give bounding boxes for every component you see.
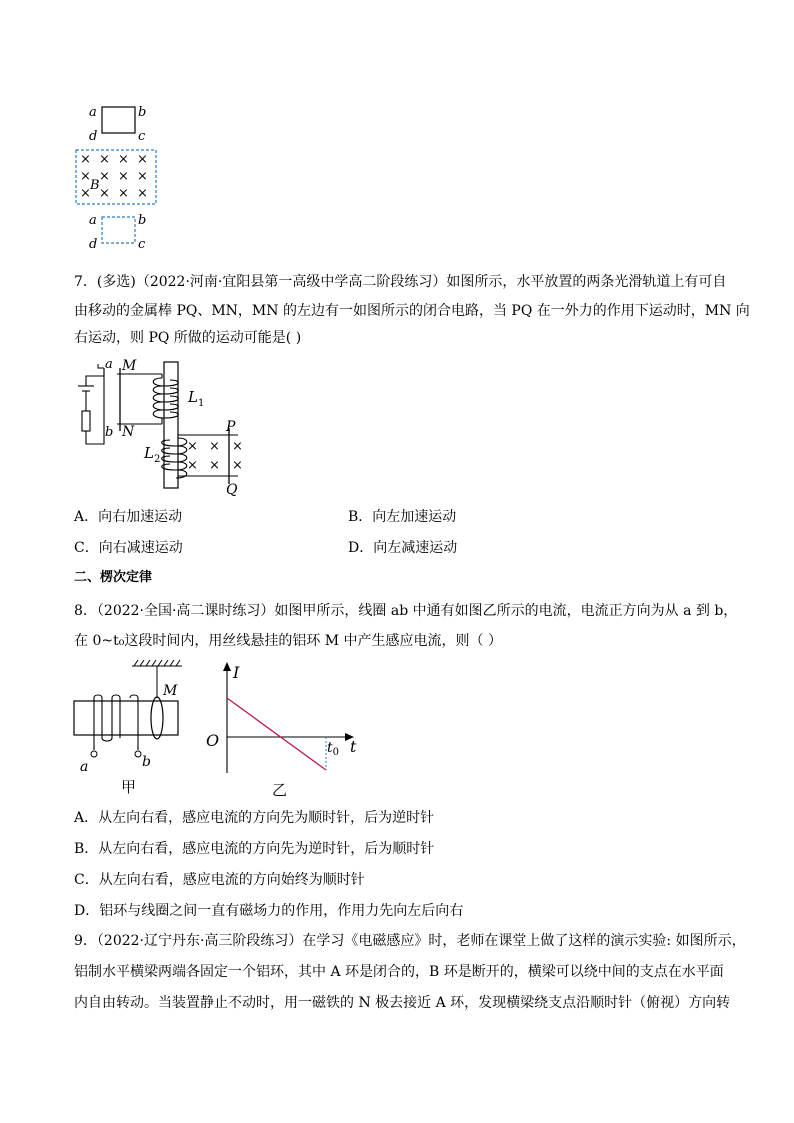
cross: × — [118, 169, 129, 184]
q8-figure-yi — [200, 658, 370, 803]
q7-line-1: 7．(多选)（2022·河南·宜阳县第一高级中学高二阶段练习）如图所示，水平放置的两条光滑轨道上有可自 — [74, 274, 727, 290]
lower-rails — [178, 428, 238, 484]
q8-line-1: 8．（2022·全国·高二课时练习）如图甲所示，线圈 ab 中通有如图乙所示的电流，电流正方向为从 a 到 b， — [74, 603, 738, 619]
loop-bottom-label-b: b — [138, 213, 147, 228]
q8-figure-yi-svg — [200, 658, 370, 803]
field-label-B: B — [90, 178, 100, 193]
label-N: N — [122, 424, 135, 440]
label-b: b — [105, 425, 114, 440]
ring-M — [151, 697, 163, 739]
label-a: a — [105, 357, 113, 372]
cross: × — [99, 169, 110, 184]
q9-line-2: 铝制水平横梁两端各固定一个铝环，其中 A 环是闭合的，B 环是断开的，横梁可以绕中间的支点在水平面 — [74, 964, 724, 980]
caption-jia: 甲 — [121, 778, 137, 796]
ceiling — [132, 660, 182, 666]
cross: × — [187, 458, 198, 473]
q8-option-d: D．铝环与线圈之间一直有磁场力的作用，作用力先向左后向右 — [74, 903, 464, 919]
label-Q: Q — [226, 482, 238, 498]
q6-figure-svg — [70, 100, 170, 255]
cross: × — [80, 186, 91, 201]
left-circuit — [78, 368, 104, 444]
field-crosses — [80, 152, 148, 201]
upper-rails — [117, 368, 162, 431]
cross: × — [137, 169, 148, 184]
cross: × — [80, 152, 91, 167]
current-line — [227, 698, 326, 770]
loop-top-label-b: b — [138, 105, 147, 120]
q7-option-d: D．向左减速运动 — [348, 540, 458, 556]
cross: × — [232, 439, 243, 454]
section-heading: 二、楞次定律 — [74, 570, 153, 585]
q7-figure-svg — [70, 356, 250, 496]
cross: × — [137, 152, 148, 167]
coil-L1 — [153, 374, 178, 424]
terminal-a — [91, 751, 97, 757]
label-L1: $L_1$ — [188, 388, 205, 409]
tick-label-t0: $t_0$ — [327, 740, 340, 758]
label-P: P — [226, 419, 236, 435]
q7-option-b: B．向左加速运动 — [348, 509, 457, 525]
q7-line-3: 右运动，则 PQ 所做的运动可能是( ) — [74, 330, 302, 346]
q7-option-a: A．向右加速运动 — [74, 509, 183, 525]
origin-label-O: O — [206, 731, 220, 750]
windings — [94, 695, 138, 750]
i-axis-arrow — [223, 662, 231, 671]
label-b: b — [142, 754, 151, 770]
q8-option-b: B．从左向右看，感应电流的方向先为逆时针，后为顺时针 — [74, 841, 435, 857]
cross: × — [99, 186, 110, 201]
cross: × — [118, 186, 129, 201]
q8-option-a: A．从左向右看，感应电流的方向先为顺时针，后为逆时针 — [74, 810, 435, 826]
q7-option-c: C．向右减速运动 — [74, 540, 183, 556]
q8-figure-jia-svg — [70, 658, 210, 798]
caption-yi: 乙 — [272, 781, 288, 799]
q9-line-1: 9．（2022·辽宁丹东·高三阶段练习）在学习《电磁感应》时，老师在课堂上做了这样的演示实验: 如图所示， — [74, 933, 746, 949]
loop-bottom-label-c: c — [138, 237, 146, 252]
loop-top-label-a: a — [89, 105, 97, 120]
loop-bottom-label-d: d — [89, 237, 98, 252]
label-L2: $L_2$ — [144, 444, 161, 465]
axis-label-t: t — [350, 737, 357, 756]
q8-option-c: C．从左向右看，感应电流的方向始终为顺时针 — [74, 872, 365, 888]
axis-label-I: I — [233, 663, 240, 682]
cross: × — [187, 439, 198, 454]
q7-line-2: 由移动的金属棒 PQ、MN，MN 的左边有一如图所示的闭合电路，当 PQ 在一外力的作用下运动时，MN 向 — [74, 303, 750, 319]
cross: × — [99, 152, 110, 167]
resistor — [82, 411, 90, 431]
label-M: M — [163, 683, 178, 699]
coil-L2 — [162, 438, 187, 478]
loop-top-label-c: c — [138, 129, 146, 144]
q7-figure — [70, 356, 250, 496]
q8-line-2: 在 0~t₀这段时间内，用丝线悬挂的铝环 M 中产生感应电流，则（ ） — [74, 633, 503, 649]
loop-bottom-label-a: a — [89, 213, 97, 228]
cross: × — [209, 458, 220, 473]
q9-line-3: 内自由转动。当装置静止不动时，用一磁铁的 N 极去接近 A 环，发现横梁绕支点沿顺时针（俯视）方向转 — [74, 995, 731, 1011]
label-a: a — [80, 759, 89, 775]
loop-top — [102, 107, 135, 133]
cross: × — [209, 439, 220, 454]
terminal-b — [135, 751, 141, 757]
cross: × — [80, 169, 91, 184]
label-M: M — [122, 358, 137, 374]
cross: × — [118, 152, 129, 167]
loop-bottom — [102, 217, 135, 243]
q8-figure-jia — [70, 658, 210, 798]
loop-top-label-d: d — [89, 129, 98, 144]
cross: × — [232, 458, 243, 473]
cross: × — [137, 186, 148, 201]
q6-figure — [70, 100, 170, 255]
q7-field-crosses — [187, 439, 243, 473]
